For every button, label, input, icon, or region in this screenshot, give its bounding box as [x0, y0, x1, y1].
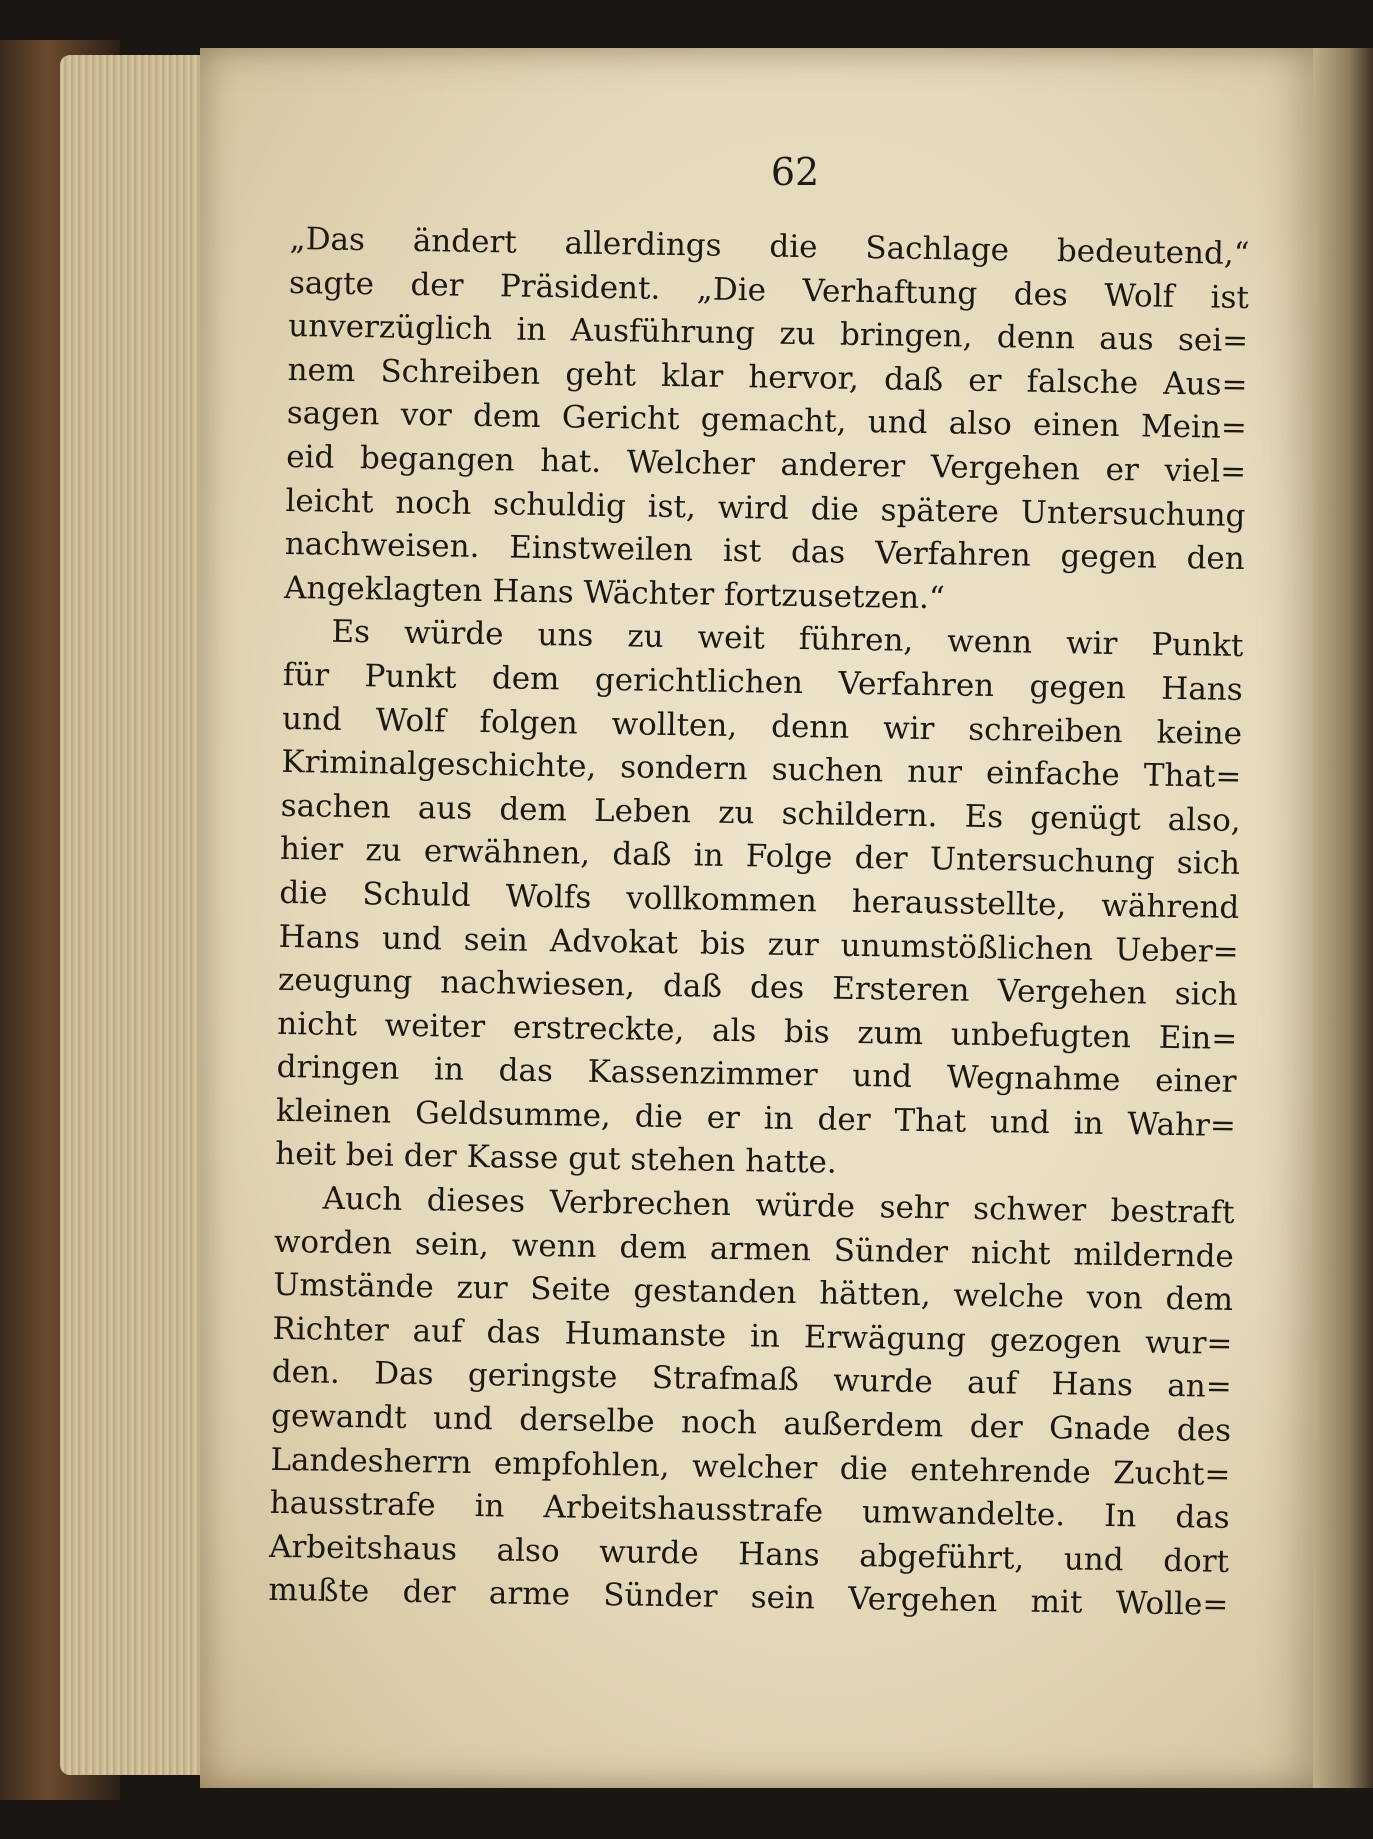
paragraph-1 [284, 218, 1250, 625]
text-line: Kriminalgeschichte, sondern suchen nur einfache That= [281, 744, 1242, 796]
page-stack-edges [60, 55, 220, 1775]
text-line: hausstrafe in Arbeitshausstrafe umwandelte. In das [269, 1485, 1230, 1537]
text-line: den. Das geringste Strafmaß wurde auf Hans an= [271, 1354, 1233, 1406]
text-line: mußte der arme Sünder sein Vergehen mit Wolle= [268, 1572, 1229, 1624]
text-line: worden sein, wenn dem armen Sünder nicht mildernde [273, 1223, 1235, 1275]
text-line: zeugung nachwiesen, daß des Ersteren Vergehen sich [277, 962, 1239, 1014]
text-line: leicht noch schuldig ist, wird die spätere Untersuchung [285, 482, 1246, 534]
text-line: sachen aus dem Leben zu schildern. Es genügt also, [280, 787, 1241, 839]
text-line: dringen in das Kassenzimmer und Wegnahme einer [276, 1049, 1237, 1101]
text-line: Richter auf das Humanste in Erwägung gezogen wur= [272, 1310, 1233, 1362]
book-gutter [1313, 48, 1373, 1788]
text-line: für Punkt dem gerichtlichen Verfahren gegen Hans [282, 656, 1243, 708]
text-line: hier zu erwähnen, daß in Folge der Untersuchung sich [279, 831, 1241, 883]
text-line: Es würde uns zu weit führen, wenn wir Punkt [331, 614, 1244, 665]
text-line: Umstände zur Seite gestanden hätten, welche von dem [272, 1267, 1234, 1319]
text-line: Angeklagten Hans Wächter fortzusetzen.“ [283, 569, 946, 617]
text-line: unverzüglich in Ausführung zu bringen, denn aus sei= [288, 308, 1249, 360]
body-text [268, 218, 1250, 1628]
text-line: die Schuld Wolfs vollkommen herausstellte, während [279, 874, 1240, 926]
text-line: Hans und sein Advokat bis zur unumstößlichen Ueber= [278, 918, 1239, 970]
text-line: nachweisen. Einstweilen ist das Verfahren gegen den [284, 526, 1246, 578]
text-line: „Das ändert allerdings die Sachlage bedeutend,“ [289, 220, 1250, 273]
text-line: und Wolf folgen wollten, denn wir schreiben keine [281, 700, 1243, 752]
text-line: Arbeitshaus also wurde Hans abgeführt, und dort [268, 1528, 1230, 1580]
text-line: nem Schreiben geht klar hervor, daß er falsche Aus= [287, 351, 1248, 403]
paragraph-3 [268, 1177, 1235, 1628]
text-line: Landesherrn empfohlen, welcher die entehrende Zucht= [270, 1441, 1231, 1493]
text-line: sagte der Präsident. „Die Verhaftung des Wolf ist [288, 264, 1250, 316]
page-number: 62 [770, 150, 820, 194]
text-line: nicht weiter erstreckte, als bis zum unbefugten Ein= [277, 1005, 1238, 1057]
text-line: kleinen Geldsumme, die er in der That und in Wahr= [275, 1092, 1237, 1144]
text-line: eid begangen hat. Welcher anderer Vergehen er viel= [285, 438, 1247, 491]
text-line: Auch dieses Verbrechen würde sehr schwer bestraft [322, 1180, 1235, 1232]
text-line: sagen vor dem Gericht gemacht, und also einen Mein= [286, 395, 1248, 447]
paragraph-2 [275, 610, 1244, 1192]
text-line: gewandt und derselbe noch außerdem der Gnade des [270, 1397, 1232, 1449]
text-line: heit bei der Kasse gut stehen hatte. [275, 1136, 838, 1182]
